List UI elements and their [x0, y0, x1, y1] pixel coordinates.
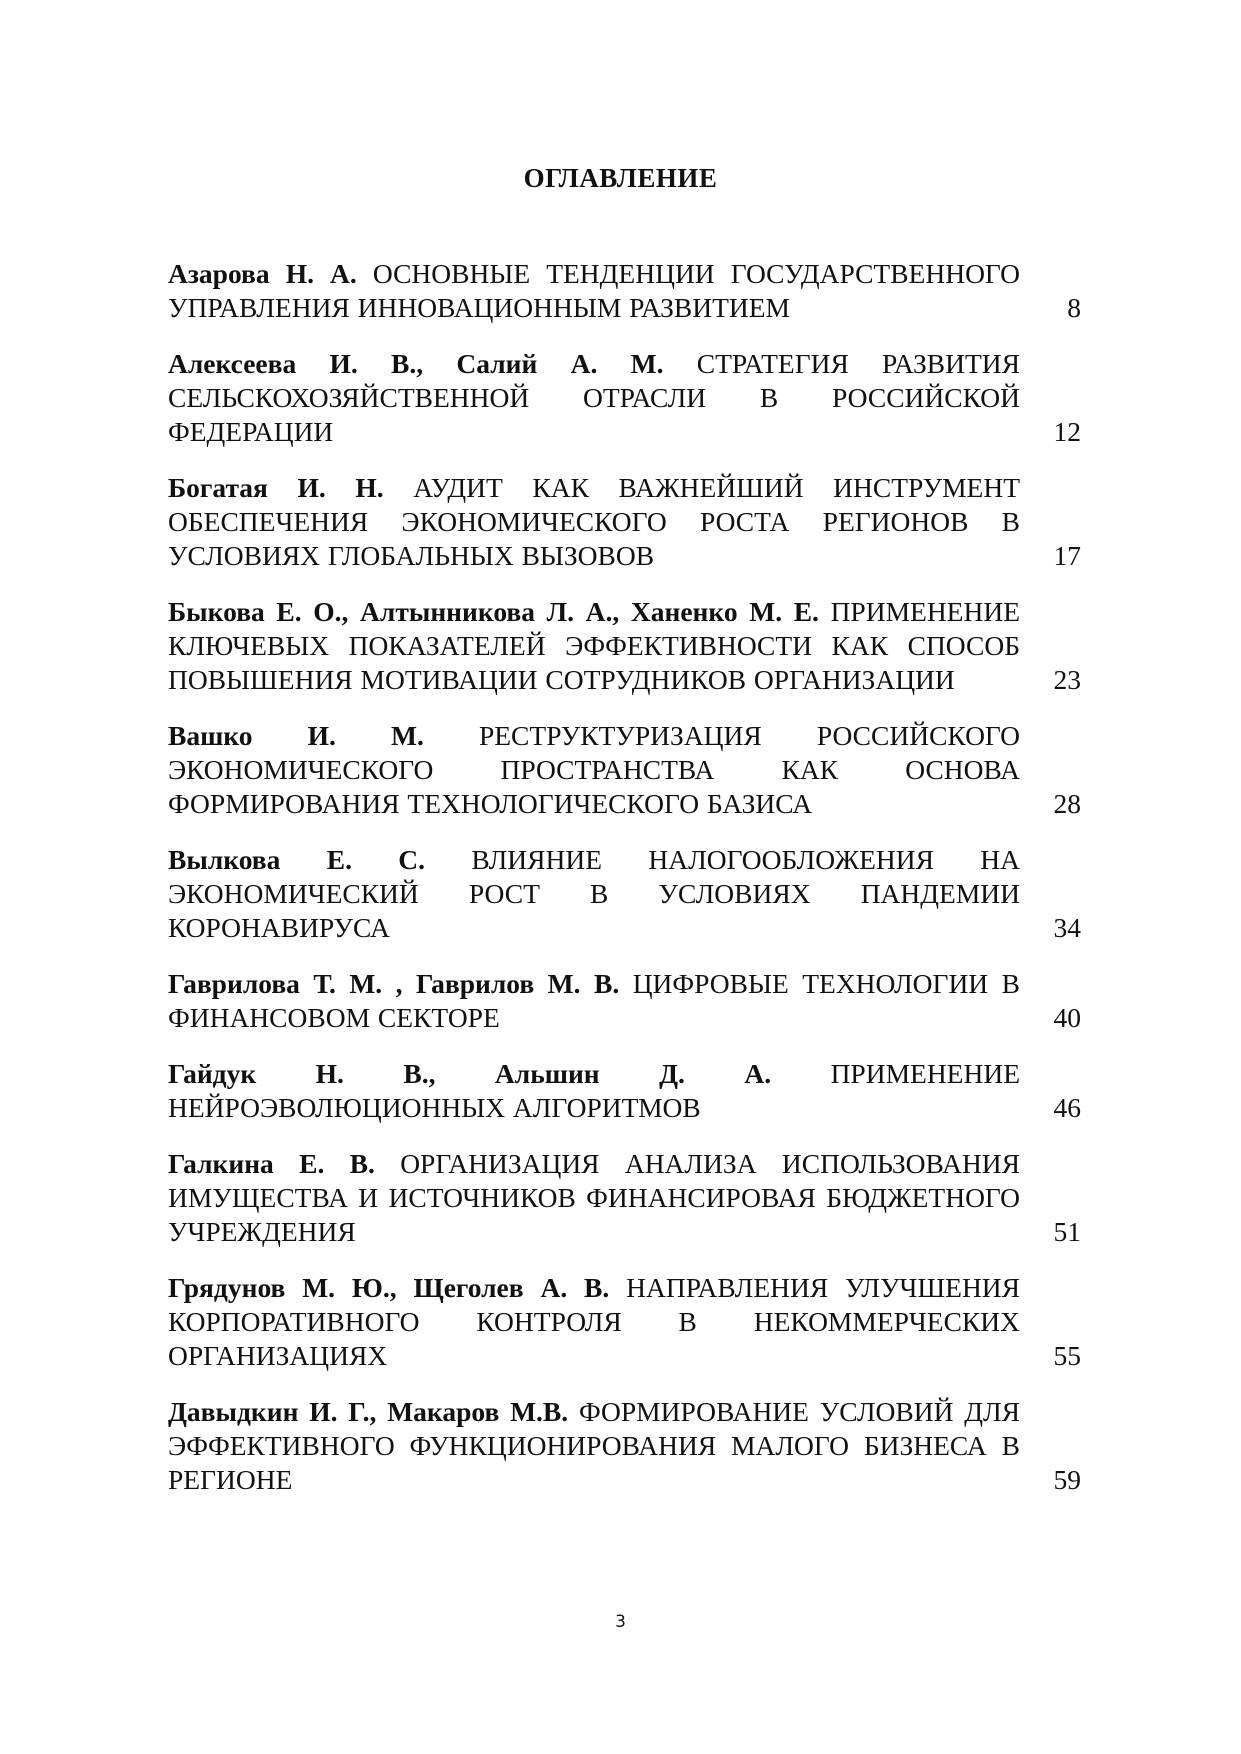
- toc-entry: [168, 257, 1081, 325]
- toc-entry-page: 59: [1053, 1464, 1081, 1495]
- toc-entry-authors: Азарова Н. А.: [168, 258, 357, 289]
- toc-entry-title: СТРАТЕГИЯ РАЗВИТИЯ СЕЛЬСКОХОЗЯЙСТВЕННОЙ ОТРАСЛИ В РОССИЙСКОЙ ФЕДЕРАЦИИ: [168, 348, 1020, 447]
- toc-entry-authors: Галкина Е. В.: [168, 1148, 375, 1179]
- toc-entry-text: [168, 257, 1020, 325]
- toc-entry-authors: Вашко И. М.: [168, 720, 424, 751]
- toc-entry: [168, 1057, 1081, 1125]
- toc-entry-title: ВЛИЯНИЕ НАЛОГООБЛОЖЕНИЯ НА ЭКОНОМИЧЕСКИЙ РОСТ В УСЛОВИЯХ ПАНДЕМИИ КОРОНАВИРУСА: [168, 844, 1021, 943]
- toc-entry-title: ПРИМЕНЕНИЕ НЕЙРОЭВОЛЮЦИОННЫХ АЛГОРИТМОВ: [168, 1058, 1021, 1123]
- page-number: 3: [615, 1612, 626, 1632]
- toc-entry-text: [168, 719, 1020, 821]
- toc-entry-page: 8: [1067, 292, 1081, 323]
- toc-entry: [168, 719, 1081, 821]
- toc-entry-authors: Богатая И. Н.: [168, 472, 384, 503]
- toc-entry: [168, 967, 1081, 1035]
- toc-entry-page: 51: [1053, 1216, 1081, 1247]
- toc-entry-authors: Алексеева И. В., Салий А. М.: [168, 348, 664, 379]
- toc-entry-text: [168, 1271, 1020, 1373]
- toc-entry-page: 17: [1053, 540, 1081, 571]
- toc-entry-title: РЕСТРУКТУРИЗАЦИЯ РОССИЙСКОГО ЭКОНОМИЧЕСКОГО ПРОСТРАНСТВА КАК ОСНОВА ФОРМИРОВАНИЯ ТЕХНОЛОГИЧЕСКОГО БАЗИСА: [168, 720, 1021, 819]
- toc-heading: ОГЛАВЛЕНИЕ: [523, 163, 718, 193]
- toc-entry-text: [168, 843, 1020, 945]
- toc-entry: [168, 1395, 1081, 1497]
- toc-entry: [168, 471, 1081, 573]
- toc-entry-text: [168, 471, 1020, 573]
- toc-entry-title: ОСНОВНЫЕ ТЕНДЕНЦИИ ГОСУДАРСТВЕННОГО УПРАВЛЕНИЯ ИННОВАЦИОННЫМ РАЗВИТИЕМ: [168, 258, 1021, 323]
- toc-entry: [168, 1271, 1081, 1373]
- toc-entry-title: НАПРАВЛЕНИЯ УЛУЧШЕНИЯ КОРПОРАТИВНОГО КОНТРОЛЯ В НЕКОММЕРЧЕСКИХ ОРГАНИЗАЦИЯХ: [168, 1272, 1021, 1371]
- toc-entry-authors: Давыдкин И. Г., Макаров М.В.: [168, 1396, 569, 1427]
- toc-entry-text: [168, 1057, 1020, 1125]
- toc-entry-text: [168, 1395, 1020, 1497]
- toc-entry-text: [168, 967, 1020, 1035]
- toc-entry: [168, 595, 1081, 697]
- toc-entry-title: ФОРМИРОВАНИЕ УСЛОВИЙ ДЛЯ ЭФФЕКТИВНОГО ФУНКЦИОНИРОВАНИЯ МАЛОГО БИЗНЕСА В РЕГИОНЕ: [168, 1396, 1020, 1495]
- toc-entry-page: 23: [1053, 664, 1081, 695]
- toc-entry-text: [168, 1147, 1020, 1249]
- toc-entry-page: 28: [1053, 788, 1081, 819]
- toc-entry-title: ЦИФРОВЫЕ ТЕХНОЛОГИИ В ФИНАНСОВОМ СЕКТОРЕ: [168, 968, 1020, 1033]
- toc-entry-page: 34: [1053, 912, 1081, 943]
- toc-entry-page: 40: [1053, 1002, 1081, 1033]
- toc-entry: [168, 1147, 1081, 1249]
- toc-entry-text: [168, 595, 1020, 697]
- table-of-contents: [168, 257, 1081, 1519]
- toc-entry-authors: Вылкова Е. С.: [168, 844, 426, 875]
- toc-entry-title: ОРГАНИЗАЦИЯ АНАЛИЗА ИСПОЛЬЗОВАНИЯ ИМУЩЕСТВА И ИСТОЧНИКОВ ФИНАНСИРОВАЯ БЮДЖЕТНОГО УЧРЕЖДЕНИЯ: [168, 1148, 1020, 1247]
- toc-entry-text: [168, 347, 1020, 449]
- toc-entry-authors: Быкова Е. О., Алтынникова Л. А., Ханенко М. Е.: [168, 596, 819, 627]
- toc-entry-page: 46: [1053, 1092, 1081, 1123]
- toc-entry-authors: Гаврилова Т. М. , Гаврилов М. В.: [168, 968, 620, 999]
- toc-entry: [168, 347, 1081, 449]
- toc-entry-page: 12: [1053, 416, 1081, 447]
- toc-entry-title: ПРИМЕНЕНИЕ КЛЮЧЕВЫХ ПОКАЗАТЕЛЕЙ ЭФФЕКТИВНОСТИ КАК СПОСОБ ПОВЫШЕНИЯ МОТИВАЦИИ СОТРУДНИКОВ ОРГАНИЗАЦИИ: [168, 596, 1021, 695]
- toc-entry-authors: Грядунов М. Ю., Щеголев А. В.: [168, 1272, 610, 1303]
- toc-entry-authors: Гайдук Н. В., Альшин Д. А.: [168, 1058, 772, 1089]
- toc-entry: [168, 843, 1081, 945]
- toc-entry-title: АУДИТ КАК ВАЖНЕЙШИЙ ИНСТРУМЕНТ ОБЕСПЕЧЕНИЯ ЭКОНОМИЧЕСКОГО РОСТА РЕГИОНОВ В УСЛОВИЯХ ГЛОБАЛЬНЫХ ВЫЗОВОВ: [168, 472, 1021, 571]
- toc-entry-page: 55: [1053, 1340, 1081, 1371]
